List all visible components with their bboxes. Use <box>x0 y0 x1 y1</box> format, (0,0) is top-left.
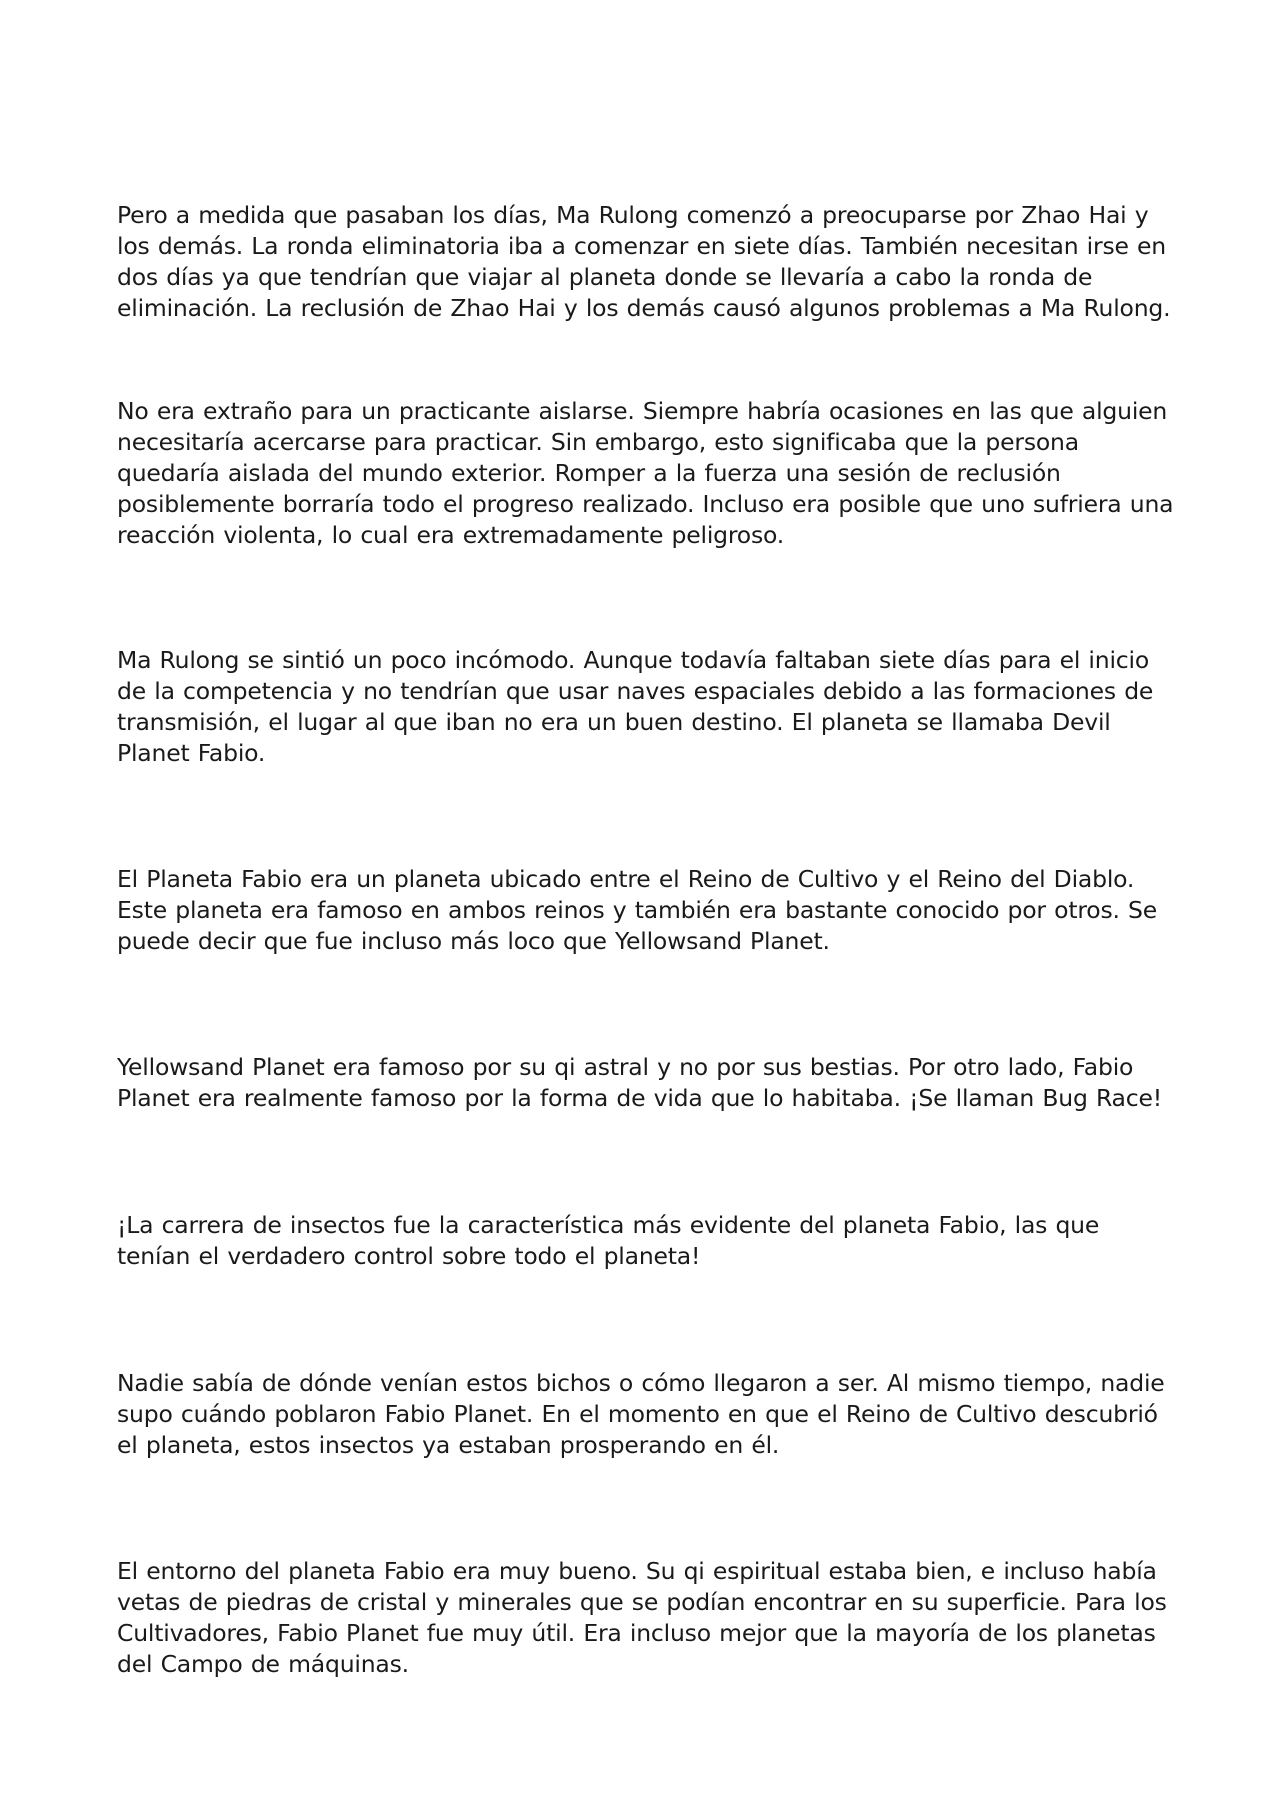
paragraph: Nadie sabía de dónde venían estos bichos o cómo llegaron a ser. Al mismo tiempo, nadie supo cuándo poblaron Fabio Planet. En el momento en que el Reino de Cultivo descubrió el planeta, estos insectos ya estaban prosperando en él. <box>117 1369 1165 1459</box>
paragraph: El entorno del planeta Fabio era muy bueno. Su qi espiritual estaba bien, e incluso había vetas de piedras de cristal y minerales que se podían encontrar en su superficie. Para los Cultivadores, Fabio Planet fue muy útil. Era incluso mejor que la mayoría de los planetas del Campo de máquinas. <box>117 1557 1167 1678</box>
paragraph: ¡La carrera de insectos fue la característica más evidente del planeta Fabio, las que tenían el verdadero control sobre todo el planeta! <box>117 1211 1100 1270</box>
document-body <box>117 200 1177 1680</box>
paragraph: El Planeta Fabio era un planeta ubicado entre el Reino de Cultivo y el Reino del Diablo. Este planeta era famoso en ambos reinos y también era bastante conocido por otros. Se puede decir que fue incluso más loco que Yellowsand Planet. <box>117 865 1158 955</box>
paragraph: Yellowsand Planet era famoso por su qi astral y no por sus bestias. Por otro lado, Fabio Planet era realmente famoso por la forma de vida que lo habitaba. ¡Se llaman Bug Race! <box>117 1053 1162 1112</box>
paragraph: No era extraño para un practicante aislarse. Siempre habría ocasiones en las que alguien necesitaría acercarse para practicar. Sin embargo, esto significaba que la persona quedaría aislada del mundo exterior. Romper a la fuerza una sesión de reclusión posiblemente borraría todo el progreso realizado. Incluso era posible que uno sufriera una reacción violenta, lo cual era extremadamente peligroso. <box>117 397 1174 549</box>
paragraph: Ma Rulong se sintió un poco incómodo. Aunque todavía faltaban siete días para el inicio de la competencia y no tendrían que usar naves espaciales debido a las formaciones de transmisión, el lugar al que iban no era un buen destino. El planeta se llamaba Devil Planet Fabio. <box>117 646 1154 767</box>
paragraph: Pero a medida que pasaban los días, Ma Rulong comenzó a preocuparse por Zhao Hai y los demás. La ronda eliminatoria iba a comenzar en siete días. También necesitan irse en dos días ya que tendrían que viajar al planeta donde se llevaría a cabo la ronda de eliminación. La reclusión de Zhao Hai y los demás causó algunos problemas a Ma Rulong. <box>117 201 1171 322</box>
